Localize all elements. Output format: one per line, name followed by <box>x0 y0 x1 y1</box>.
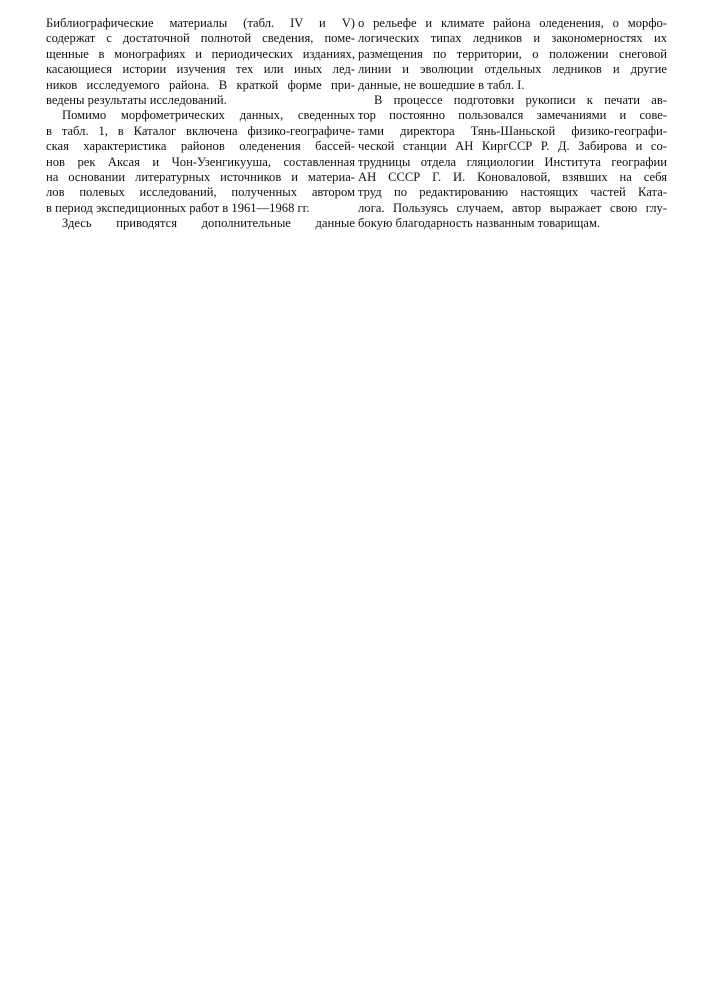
text-line: касающиеся истории изучения тех или иных лед- <box>46 62 355 77</box>
text-line: Помимо морфометрических данных, сведенных <box>62 108 355 123</box>
paragraph-morphometric-data <box>46 108 355 216</box>
text-line: АН СССР Г. И. Коноваловой, взявших на себя <box>358 169 667 184</box>
text-line: линии и эволюции отдельных ледников и другие <box>358 62 667 77</box>
text-line: бокую благодарность названным товарищам. <box>358 216 601 231</box>
text-line: ская характеристика районов оледенения бассей- <box>46 139 355 154</box>
text-line: трудницы отдела гляциологии Института географии <box>358 154 667 169</box>
paragraph-acknowledgements <box>358 93 667 232</box>
text-line: ческой станции АН КиргССР Р. Д. Забирова и со- <box>358 139 667 154</box>
text-line: щенные в монографиях и периодических изданиях, <box>46 46 355 61</box>
text-line: В процессе подготовки рукописи к печати ав- <box>374 92 667 107</box>
text-line: содержат с достаточной полнотой сведения, поме- <box>46 31 355 46</box>
text-line: лов полевых исследований, полученных автором <box>46 185 355 200</box>
text-line: логических типах ледников и закономерностях их <box>358 31 667 46</box>
text-line: в период экспедиционных работ в 1961—1968 гг. <box>46 200 310 215</box>
text-line: нов рек Аксая и Чон-Узенгикууша, составленная <box>46 154 355 169</box>
text-line: тами директора Тянь-Шаньской физико-географи- <box>358 123 667 138</box>
text-line: на основании литературных источников и материа- <box>46 169 355 184</box>
text-line: Здесь приводятся дополнительные данные <box>62 216 355 231</box>
text-line: тор постоянно пользовался замечаниями и сове- <box>358 108 667 123</box>
left-text-column <box>46 16 355 231</box>
text-line: размещения по территории, о положении снеговой <box>358 46 667 61</box>
text-line: лога. Пользуясь случаем, автор выражает свою глу- <box>358 200 667 215</box>
text-line: в табл. 1, в Каталог включена физико-географиче- <box>46 123 355 138</box>
paragraph-bibliographic-materials <box>46 16 355 108</box>
text-line: Библиографические материалы (табл. IV и V) <box>46 16 355 30</box>
paragraph-additional-data <box>46 216 355 231</box>
paragraph-relief-climate <box>358 16 667 93</box>
right-text-column <box>358 16 667 231</box>
text-line: данные, не вошедшие в табл. I. <box>358 77 525 92</box>
text-line: ников исследуемого района. В краткой форме при- <box>46 77 355 92</box>
text-line: ведены результаты исследований. <box>46 92 227 107</box>
text-line: о рельефе и климате района оледенения, о морфо- <box>358 16 667 30</box>
text-line: труд по редактированию настоящих частей Ката- <box>358 185 667 200</box>
